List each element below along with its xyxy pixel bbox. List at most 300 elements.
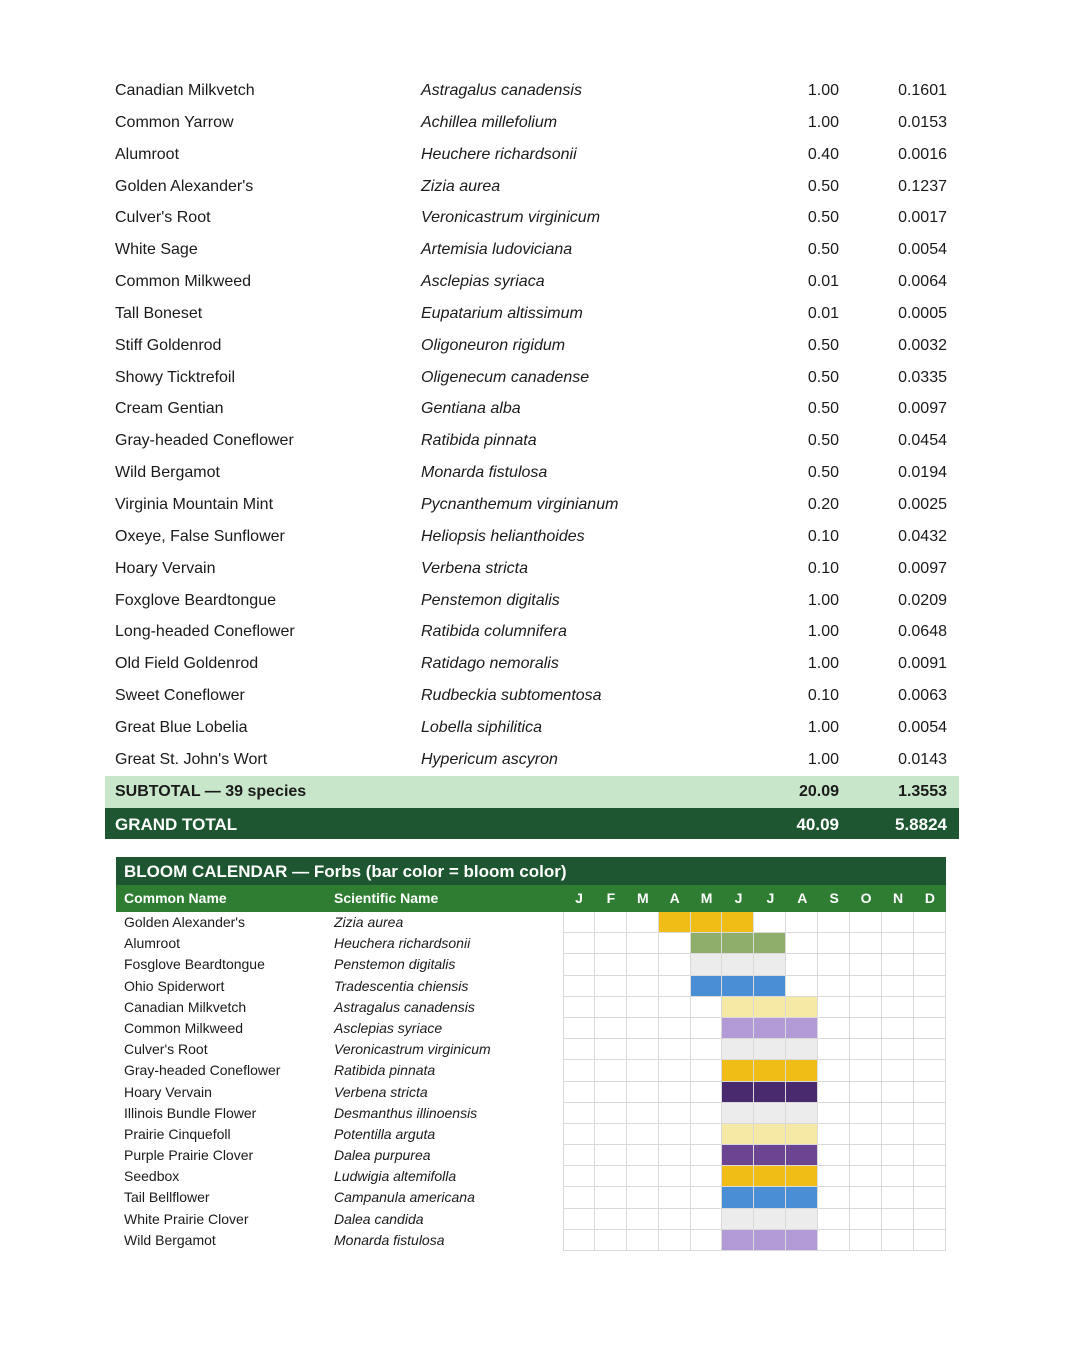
bloom-cell <box>563 933 595 954</box>
bloom-cell <box>595 1209 627 1230</box>
bloom-calendar-rows <box>116 912 946 1251</box>
species-common-name: Old Field Goldenrod <box>115 655 259 673</box>
bloom-cell-active <box>722 1209 754 1230</box>
species-scientific-name: Verbena stricta <box>421 559 529 577</box>
bloom-row <box>116 1124 946 1145</box>
bloom-cell <box>595 1018 627 1039</box>
grand-total-row <box>105 808 959 839</box>
bloom-cell-active <box>786 997 818 1018</box>
species-row <box>105 457 959 489</box>
bloom-scientific-name: Penstemon digitalis <box>334 956 456 973</box>
species-common-name: Foxglove Beardtongue <box>115 591 276 609</box>
species-value-b: 0.0194 <box>898 464 947 482</box>
bloom-cell <box>914 1060 946 1081</box>
bloom-cell-active <box>754 1166 786 1187</box>
bloom-cell <box>818 976 850 997</box>
bloom-cell <box>563 1018 595 1039</box>
bloom-cell-active <box>659 912 691 933</box>
bloom-common-name: Purple Prairie Clover <box>124 1147 254 1164</box>
species-row <box>105 521 959 553</box>
species-value-a: 0.50 <box>807 400 839 418</box>
species-row <box>105 489 959 521</box>
bloom-month-grid <box>563 933 946 954</box>
bloom-month-grid <box>563 1187 946 1208</box>
bloom-cell <box>850 1103 882 1124</box>
month-header: F <box>606 890 616 906</box>
species-scientific-name: Hypericum ascyron <box>421 750 558 768</box>
bloom-cell <box>882 997 914 1018</box>
species-value-a: 0.50 <box>807 177 839 195</box>
bloom-scientific-name: Heuchera richardsonii <box>334 935 471 952</box>
bloom-cell <box>659 1060 691 1081</box>
bloom-cell <box>595 912 627 933</box>
bloom-cell <box>595 1124 627 1145</box>
bloom-cell-active <box>754 1230 786 1251</box>
bloom-cell <box>818 1103 850 1124</box>
bloom-common-name: Illinois Bundle Flower <box>124 1104 257 1121</box>
bloom-cell-active <box>722 1124 754 1145</box>
bloom-common-name: Wild Bergamot <box>124 1231 216 1248</box>
bloom-cell <box>914 1145 946 1166</box>
month-header: J <box>734 890 743 906</box>
bloom-cell <box>818 997 850 1018</box>
bloom-cell <box>882 1230 914 1251</box>
species-common-name: Oxeye, False Sunflower <box>115 527 285 545</box>
bloom-cell <box>595 976 627 997</box>
bloom-scientific-name: Verbena stricta <box>334 1083 428 1100</box>
bloom-cell <box>882 1187 914 1208</box>
species-row <box>105 393 959 425</box>
bloom-cell <box>691 1230 723 1251</box>
bloom-cell <box>850 954 882 975</box>
bloom-month-grid <box>563 997 946 1018</box>
subtotal-row <box>105 776 959 808</box>
bloom-calendar-title-bar <box>116 857 946 885</box>
species-scientific-name: Zizia aurea <box>421 177 501 195</box>
bloom-cell-active <box>722 997 754 1018</box>
bloom-cell-active <box>722 1018 754 1039</box>
species-table <box>105 75 959 776</box>
species-value-a: 1.00 <box>807 82 839 99</box>
bloom-cell <box>786 912 818 933</box>
bloom-cell-active <box>786 1145 818 1166</box>
species-common-name: Culver's Root <box>115 209 211 227</box>
species-row <box>105 425 959 457</box>
bloom-cell-active <box>754 1103 786 1124</box>
grand-total-label: GRAND TOTAL <box>115 815 238 834</box>
month-header: N <box>892 890 904 906</box>
bloom-cell <box>914 1230 946 1251</box>
bloom-scientific-name: Ratibida pinnata <box>334 1062 436 1079</box>
bloom-cell <box>627 1039 659 1060</box>
species-value-b: 0.0064 <box>898 273 947 291</box>
bloom-row <box>116 1230 946 1251</box>
species-scientific-name: Astragalus canadensis <box>421 82 582 99</box>
bloom-row <box>116 1060 946 1081</box>
bloom-cell-active <box>691 976 723 997</box>
bloom-cell-active <box>754 1039 786 1060</box>
species-row <box>105 553 959 585</box>
species-scientific-name: Oligoneuron rigidum <box>421 336 566 354</box>
bloom-row <box>116 933 946 954</box>
species-scientific-name: Veronicastrum virginicum <box>421 209 601 227</box>
bloom-cell <box>563 1145 595 1166</box>
bloom-cell <box>754 912 786 933</box>
subtotal-value-b: 1.3553 <box>898 783 947 800</box>
species-row <box>105 585 959 617</box>
bloom-cell <box>691 1209 723 1230</box>
bloom-cell <box>850 1230 882 1251</box>
header-scientific-name: Scientific Name <box>334 890 439 906</box>
bloom-cell-active <box>722 1145 754 1166</box>
bloom-cell <box>659 976 691 997</box>
bloom-scientific-name: Asclepias syriace <box>334 1019 443 1036</box>
bloom-row <box>116 1082 946 1103</box>
bloom-cell <box>595 1145 627 1166</box>
bloom-scientific-name: Potentilla arguta <box>334 1125 436 1142</box>
bloom-cell <box>850 1082 882 1103</box>
species-common-name: Golden Alexander's <box>115 177 254 195</box>
bloom-cell <box>659 997 691 1018</box>
bloom-cell <box>914 1103 946 1124</box>
bloom-common-name: White Prairie Clover <box>124 1210 249 1227</box>
month-header: J <box>575 890 583 906</box>
bloom-month-grid <box>563 1230 946 1251</box>
bloom-cell <box>627 1124 659 1145</box>
bloom-common-name: Hoary Vervain <box>124 1083 212 1100</box>
bloom-cell <box>627 1060 659 1081</box>
bloom-scientific-name: Astragalus canadensis <box>334 998 475 1015</box>
bloom-cell <box>627 976 659 997</box>
species-value-b: 0.0143 <box>898 750 947 768</box>
bloom-cell <box>627 954 659 975</box>
species-value-a: 0.50 <box>807 464 839 482</box>
bloom-cell <box>691 1039 723 1060</box>
bloom-cell <box>691 1166 723 1187</box>
bloom-month-grid <box>563 976 946 997</box>
species-scientific-name: Ratidago nemoralis <box>421 655 559 673</box>
bloom-cell-active <box>722 1187 754 1208</box>
bloom-cell <box>595 1039 627 1060</box>
bloom-cell <box>595 954 627 975</box>
bloom-cell <box>914 1018 946 1039</box>
species-scientific-name: Lobella siphilitica <box>421 718 542 736</box>
bloom-cell <box>595 1103 627 1124</box>
bloom-cell-active <box>691 912 723 933</box>
bloom-scientific-name: Dalea candida <box>334 1210 424 1227</box>
bloom-common-name: Tail Bellflower <box>124 1189 210 1206</box>
species-value-b: 0.0335 <box>898 368 947 386</box>
bloom-month-grid <box>563 1039 946 1060</box>
species-value-b: 0.0097 <box>898 400 947 418</box>
species-scientific-name: Oligenecum canadense <box>421 368 590 386</box>
bloom-cell <box>691 997 723 1018</box>
species-row <box>105 266 959 298</box>
species-value-a: 0.50 <box>807 368 839 386</box>
species-value-b: 0.0054 <box>898 718 947 736</box>
bloom-cell <box>659 1103 691 1124</box>
bloom-common-name: Ohio Spiderwort <box>124 977 225 994</box>
species-scientific-name: Achillea millefolium <box>421 113 558 131</box>
species-common-name: Wild Bergamot <box>115 464 220 482</box>
species-value-a: 0.10 <box>807 559 839 577</box>
species-scientific-name: Ratibida columnifera <box>421 623 567 641</box>
species-scientific-name: Heliopsis helianthoides <box>421 527 585 545</box>
species-value-a: 1.00 <box>807 655 839 673</box>
species-value-b: 0.1237 <box>898 177 947 195</box>
species-scientific-name: Eupatarium altissimum <box>421 304 583 322</box>
bloom-cell <box>691 1124 723 1145</box>
species-row <box>105 107 959 139</box>
species-common-name: Stiff Goldenrod <box>115 336 222 354</box>
bloom-cell <box>850 1209 882 1230</box>
species-scientific-name: Pycnanthemum virginianum <box>421 495 619 513</box>
species-value-a: 0.10 <box>807 687 839 705</box>
species-row <box>105 744 959 776</box>
bloom-cell <box>850 1166 882 1187</box>
bloom-cell <box>818 1209 850 1230</box>
bloom-cell <box>627 997 659 1018</box>
bloom-cell <box>627 1145 659 1166</box>
bloom-cell <box>882 933 914 954</box>
bloom-common-name: Alumroot <box>124 935 181 952</box>
species-value-a: 1.00 <box>807 750 839 768</box>
bloom-row <box>116 976 946 997</box>
bloom-row <box>116 954 946 975</box>
bloom-cell-active <box>754 1060 786 1081</box>
bloom-scientific-name: Campanula americana <box>334 1189 475 1206</box>
bloom-month-grid <box>563 912 946 933</box>
bloom-cell <box>914 1082 946 1103</box>
bloom-cell <box>882 1145 914 1166</box>
species-value-a: 0.10 <box>807 527 839 545</box>
bloom-cell <box>691 1145 723 1166</box>
bloom-cell <box>659 1124 691 1145</box>
month-header: M <box>700 890 713 906</box>
bloom-cell <box>818 1060 850 1081</box>
bloom-scientific-name: Veronicastrum virginicum <box>334 1041 491 1058</box>
species-value-a: 0.50 <box>807 209 839 227</box>
species-value-a: 1.00 <box>807 623 839 641</box>
bloom-cell-active <box>722 1039 754 1060</box>
bloom-cell-active <box>786 1187 818 1208</box>
bloom-month-grid <box>563 1166 946 1187</box>
species-common-name: Long-headed Coneflower <box>115 623 295 641</box>
bloom-cell-active <box>754 1082 786 1103</box>
bloom-cell <box>659 1145 691 1166</box>
bloom-row <box>116 1187 946 1208</box>
bloom-cell <box>914 933 946 954</box>
species-common-name: Showy Ticktrefoil <box>115 368 236 386</box>
bloom-cell <box>627 1209 659 1230</box>
bloom-cell-active <box>754 1187 786 1208</box>
bloom-cell <box>914 954 946 975</box>
species-row <box>105 298 959 330</box>
bloom-cell <box>914 1166 946 1187</box>
month-header: A <box>669 890 680 906</box>
bloom-cell <box>882 1018 914 1039</box>
bloom-cell <box>882 1039 914 1060</box>
bloom-cell <box>595 1230 627 1251</box>
bloom-cell-active <box>722 954 754 975</box>
species-scientific-name: Artemisia ludoviciana <box>421 241 573 259</box>
bloom-common-name: Common Milkweed <box>124 1019 244 1036</box>
species-value-a: 1.00 <box>807 591 839 609</box>
bloom-cell <box>818 1230 850 1251</box>
subtotal-value-a: 20.09 <box>798 783 839 800</box>
bloom-cell <box>914 912 946 933</box>
bloom-cell-active <box>722 1060 754 1081</box>
bloom-row <box>116 1103 946 1124</box>
bloom-cell <box>627 1018 659 1039</box>
bloom-cell <box>850 1060 882 1081</box>
bloom-cell <box>563 1209 595 1230</box>
bloom-cell-active <box>722 912 754 933</box>
bloom-cell <box>786 976 818 997</box>
bloom-cell <box>818 1124 850 1145</box>
species-row <box>105 75 959 107</box>
month-header: A <box>797 890 808 906</box>
bloom-cell-active <box>786 1082 818 1103</box>
species-value-a: 0.50 <box>807 432 839 450</box>
bloom-cell <box>914 1124 946 1145</box>
bloom-cell <box>818 933 850 954</box>
bloom-month-grid <box>563 1209 946 1230</box>
bloom-cell <box>914 1209 946 1230</box>
bloom-cell <box>659 954 691 975</box>
bloom-cell <box>818 1039 850 1060</box>
bloom-cell <box>659 1018 691 1039</box>
bloom-cell <box>914 976 946 997</box>
species-common-name: Canadian Milkvetch <box>115 82 255 99</box>
bloom-cell <box>691 1187 723 1208</box>
bloom-cell <box>691 1018 723 1039</box>
bloom-cell <box>563 997 595 1018</box>
bloom-cell <box>659 1230 691 1251</box>
bloom-cell <box>563 1230 595 1251</box>
bloom-cell <box>563 1082 595 1103</box>
bloom-cell <box>818 954 850 975</box>
species-value-a: 0.50 <box>807 241 839 259</box>
bloom-cell <box>659 1082 691 1103</box>
bloom-cell <box>627 1230 659 1251</box>
bloom-cell <box>850 1145 882 1166</box>
bloom-row <box>116 997 946 1018</box>
bloom-common-name: Seedbox <box>124 1168 180 1185</box>
species-scientific-name: Asclepias syriaca <box>421 273 545 291</box>
species-row <box>105 234 959 266</box>
bloom-cell <box>882 976 914 997</box>
bloom-cell <box>850 912 882 933</box>
bloom-cell-active <box>754 1018 786 1039</box>
bloom-cell <box>818 1082 850 1103</box>
bloom-row <box>116 1166 946 1187</box>
bloom-cell-active <box>722 1230 754 1251</box>
bloom-scientific-name: Desmanthus illinoensis <box>334 1104 478 1121</box>
header-common-name: Common Name <box>124 890 227 906</box>
bloom-cell <box>563 1060 595 1081</box>
bloom-cell <box>595 1187 627 1208</box>
bloom-cell <box>691 1103 723 1124</box>
species-row <box>105 616 959 648</box>
species-common-name: Hoary Vervain <box>115 559 216 577</box>
bloom-cell <box>786 933 818 954</box>
species-common-name: Tall Boneset <box>115 304 203 322</box>
bloom-cell <box>882 912 914 933</box>
species-value-b: 0.0032 <box>898 336 947 354</box>
bloom-cell-active <box>754 997 786 1018</box>
bloom-cell <box>850 1018 882 1039</box>
species-value-b: 0.0005 <box>898 304 947 322</box>
bloom-common-name: Fosglove Beardtongue <box>124 956 265 973</box>
bloom-cell-active <box>786 1039 818 1060</box>
species-common-name: Great St. John's Wort <box>115 750 268 768</box>
bloom-cell <box>563 1039 595 1060</box>
bloom-common-name: Golden Alexander's <box>124 914 245 930</box>
bloom-common-name: Prairie Cinquefoll <box>124 1125 231 1142</box>
species-value-b: 0.0432 <box>898 527 947 545</box>
species-scientific-name: Monarda fistulosa <box>421 464 548 482</box>
bloom-cell <box>627 1187 659 1208</box>
bloom-cell <box>850 933 882 954</box>
bloom-row <box>116 1018 946 1039</box>
bloom-cell <box>595 997 627 1018</box>
bloom-scientific-name: Monarda fistulosa <box>334 1231 445 1248</box>
bloom-row <box>116 1209 946 1230</box>
bloom-cell-active <box>691 954 723 975</box>
bloom-cell <box>882 954 914 975</box>
species-common-name: Common Yarrow <box>115 113 234 131</box>
species-value-b: 0.0153 <box>898 113 947 131</box>
species-row <box>105 648 959 680</box>
bloom-cell <box>627 1082 659 1103</box>
bloom-cell <box>882 1103 914 1124</box>
species-common-name: White Sage <box>115 241 198 259</box>
species-scientific-name: Heuchere richardsonii <box>421 145 577 163</box>
bloom-common-name: Canadian Milkvetch <box>124 998 247 1015</box>
bloom-cell <box>659 1039 691 1060</box>
species-value-b: 0.0063 <box>898 687 947 705</box>
bloom-common-name: Culver's Root <box>124 1041 208 1058</box>
bloom-scientific-name: Ludwigia altemifolla <box>334 1168 457 1185</box>
bloom-cell <box>627 1166 659 1187</box>
species-common-name: Great Blue Lobelia <box>115 718 248 736</box>
subtotal-label: SUBTOTAL — 39 species <box>115 783 307 800</box>
bloom-cell <box>818 1018 850 1039</box>
species-common-name: Gray-headed Coneflower <box>115 432 294 450</box>
bloom-cell <box>627 1103 659 1124</box>
bloom-cell-active <box>754 1124 786 1145</box>
bloom-cell <box>882 1060 914 1081</box>
grand-total-value-b: 5.8824 <box>895 815 947 834</box>
bloom-cell <box>563 1187 595 1208</box>
species-value-a: 0.40 <box>807 145 839 163</box>
bloom-cell <box>659 933 691 954</box>
bloom-cell <box>850 1039 882 1060</box>
bloom-calendar-title: BLOOM CALENDAR — Forbs (bar color = bloom color) <box>124 862 567 881</box>
bloom-cell-active <box>722 1166 754 1187</box>
species-value-a: 0.50 <box>807 336 839 354</box>
species-scientific-name: Penstemon digitalis <box>421 591 560 609</box>
bloom-cell <box>563 1166 595 1187</box>
bloom-cell-active <box>786 1209 818 1230</box>
bloom-cell <box>563 954 595 975</box>
bloom-cell <box>786 954 818 975</box>
bloom-cell-active <box>754 954 786 975</box>
species-scientific-name: Gentiana alba <box>421 400 521 418</box>
bloom-cell <box>659 1187 691 1208</box>
bloom-cell-active <box>754 1145 786 1166</box>
